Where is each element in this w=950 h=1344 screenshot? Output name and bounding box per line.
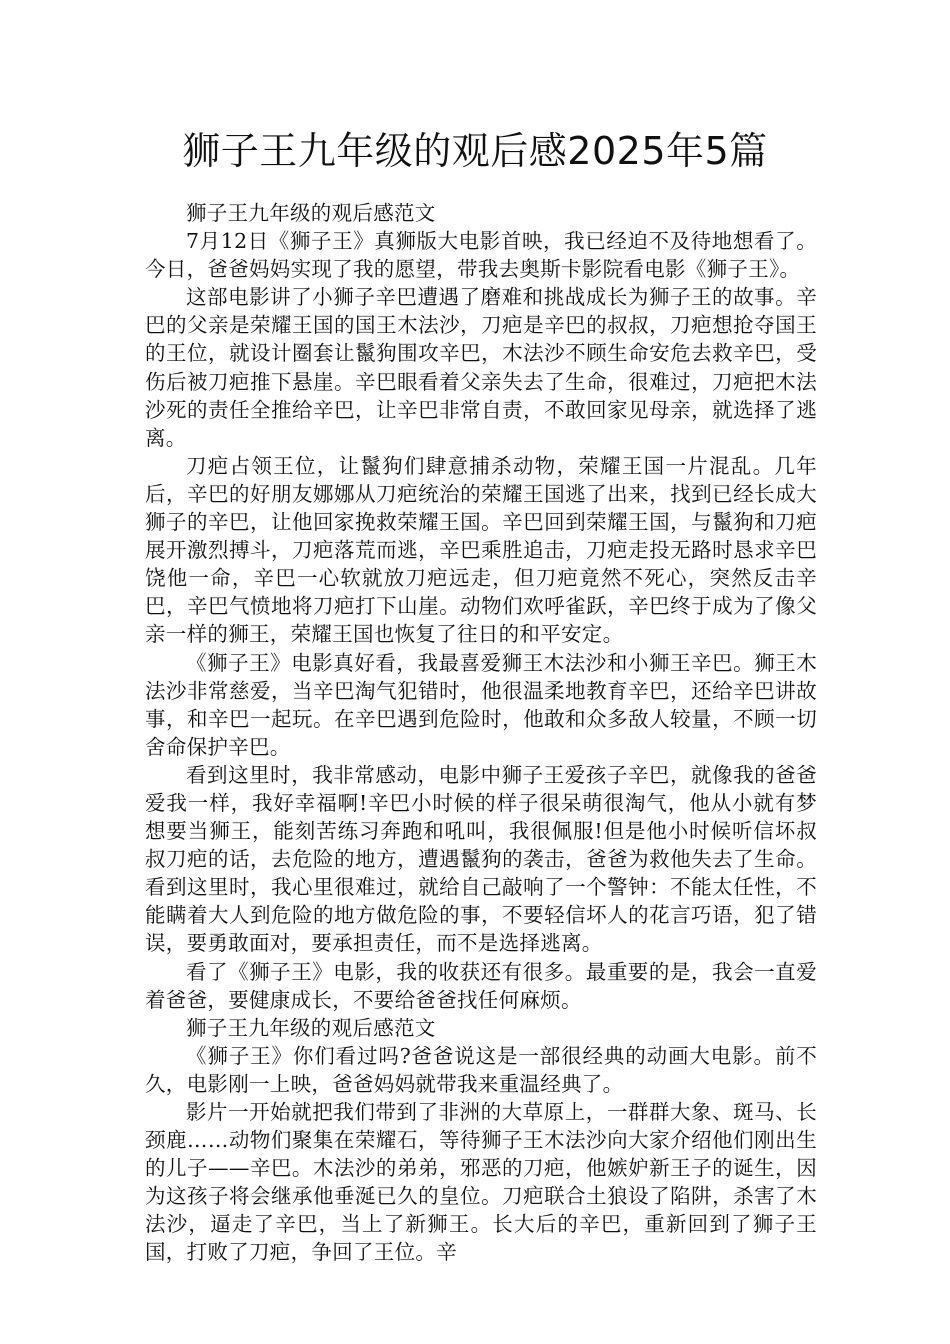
document-title: 狮子王九年级的观后感2025年5篇 bbox=[182, 129, 768, 173]
body-paragraph: 7月12日《狮子王》真狮版大电影首映，我已经迫不及待地想看了。今日，爸爸妈妈实现了我的愿望，带我去奥斯卡影院看电影《狮子王》。 bbox=[145, 229, 817, 282]
section-heading: 狮子王九年级的观后感范文 bbox=[186, 1015, 436, 1040]
body-paragraph: 这部电影讲了小狮子辛巴遭遇了磨难和挑战成长为狮子王的故事。辛巴的父亲是荣耀王国的国王木法沙，刀疤是辛巴的叔叔，刀疤想抢夺国王的王位，就设计圈套让鬣狗围攻辛巴，木法沙不顾生命安危去救辛巴，受伤后被刀疤推下悬崖。辛巴眼看着父亲失去了生命，很难过，刀疤把木法沙死的责任全推给辛巴，让辛巴非常自责，不敢回家见母亲，就选择了逃离。 bbox=[145, 285, 817, 450]
document-body bbox=[145, 199, 817, 1267]
body-paragraph: 刀疤占领王位，让鬣狗们肆意捕杀动物，荣耀王国一片混乱。几年后，辛巴的好朋友娜娜从刀疤统治的荣耀王国逃了出来，找到已经长成大狮子的辛巴，让他回家挽救荣耀王国。辛巴回到荣耀王国，与鬣狗和刀疤展开激烈搏斗，刀疤落荒而逃，辛巴乘胜追击，刀疤走投无路时恳求辛巴饶他一命，辛巴一心软就放刀疤远走，但刀疤竟然不死心，突然反击辛巴，辛巴气愤地将刀疤打下山崖。动物们欢呼雀跃，辛巴终于成为了像父亲一样的狮王，荣耀王国也恢复了往日的和平安定。 bbox=[145, 453, 817, 647]
body-paragraph: 看到这里时，我非常感动，电影中狮子王爱孩子辛巴，就像我的爸爸爱我一样，我好幸福啊!辛巴小时候的样子很呆萌很淘气，他从小就有梦想要当狮王，能刻苦练习奔跑和吼叫，我很佩服!但是他小时候听信坏叔叔刀疤的话，去危险的地方，遭遇鬣狗的袭击，爸爸为救他失去了生命。看到这里时，我心里很难过，就给自己敲响了一个警钟：不能太任性，不能瞒着大人到危险的地方做危险的事，不要轻信坏人的花言巧语，犯了错误，要勇敢面对，要承担责任，而不是选择逃离。 bbox=[145, 762, 817, 956]
body-paragraph: 影片一开始就把我们带到了非洲的大草原上，一群群大象、斑马、长颈鹿……动物们聚集在荣耀石，等待狮子王木法沙向大家介绍他们刚出生的儿子——辛巴。木法沙的弟弟，邪恶的刀疤，他嫉妒新王子的诞生，因为这孩子将会继承他垂涎已久的皇位。刀疤联合土狼设了陷阱，杀害了木法沙，逼走了辛巴，当上了新狮王。长大后的辛巴，重新回到了狮子王国，打败了刀疤，争回了王位。辛 bbox=[145, 1100, 817, 1265]
body-paragraph: 《狮子王》电影真好看，我最喜爱狮王木法沙和小狮王辛巴。狮王木法沙非常慈爱，当辛巴淘气犯错时，他很温柔地教育辛巴，还给辛巴讲故事，和辛巴一起玩。在辛巴遇到危险时，他敢和众多敌人较量，不顾一切舍命保护辛巴。 bbox=[145, 650, 817, 759]
body-paragraph: 《狮子王》你们看过吗?爸爸说这是一部很经典的动画大电影。前不久，电影刚一上映，爸爸妈妈就带我来重温经典了。 bbox=[145, 1043, 817, 1096]
section-heading: 狮子王九年级的观后感范文 bbox=[186, 201, 436, 225]
body-paragraph: 看了《狮子王》电影，我的收获还有很多。最重要的是，我会一直爱着爸爸，要健康成长，不要给爸爸找任何麻烦。 bbox=[145, 959, 817, 1012]
